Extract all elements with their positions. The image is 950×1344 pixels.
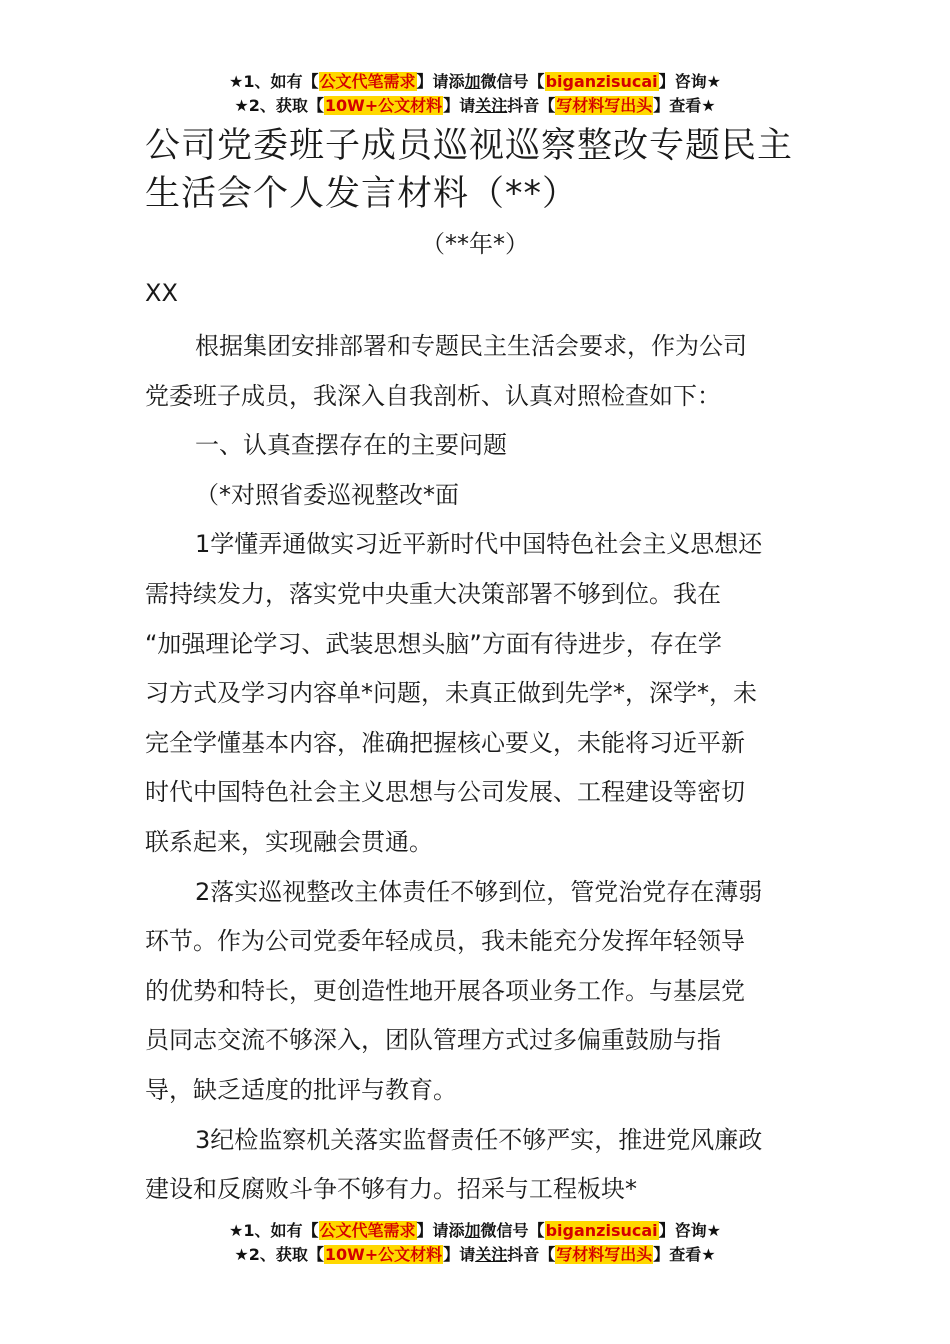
- body-line: 2落实巡视整改主体责任不够到位，管党治党存在薄弱: [195, 877, 763, 906]
- promo-banner-top: [0, 70, 950, 118]
- body-line: 导，缺乏适度的批评与教育。: [145, 1075, 457, 1104]
- body-line: 3纪检监察机关落实监督责任不够严实，推进党风廉政: [195, 1125, 763, 1154]
- highlight-text: biganzisucai: [545, 1221, 658, 1240]
- highlight-text: 写材料写出头: [556, 96, 653, 115]
- body-line: 一、认真查摆存在的主要问题: [195, 431, 507, 460]
- body-line: （*对照省委巡视整改*面: [195, 480, 459, 509]
- title-line-2: 生活会个人发言材料（**）: [145, 174, 579, 214]
- body-line: 党委班子成员，我深入自我剖析、认真对照检查如下：: [145, 381, 721, 410]
- body-line: 员同志交流不够深入，团队管理方式过多偏重鼓励与指: [145, 1026, 721, 1055]
- body-line: 1学懂弄通做实习近平新时代中国特色社会主义思想还: [195, 530, 763, 559]
- body-line: 习方式及学习内容单*问题，未真正做到先学*，深学*，未: [145, 679, 757, 708]
- body-line: 的优势和特长，更创造性地开展各项业务工作。与基层党: [145, 976, 745, 1005]
- promo-line-2: ★2、获取【10W+公文材料】请关注抖音【写材料写出头】查看★: [234, 96, 716, 115]
- highlight-text: 公文代笔需求: [319, 72, 416, 91]
- body-line: 建设和反腐败斗争不够有力。招采与工程板块*: [145, 1175, 637, 1204]
- title-line-1: 公司党委班子成员巡视巡察整改专题民主: [145, 126, 794, 166]
- promo-line-1: ★1、如有【公文代笔需求】请添加微信号【biganzisucai】咨询★: [229, 1221, 721, 1240]
- highlight-text: 10W+公文材料: [324, 96, 443, 115]
- document-body: [145, 322, 810, 1215]
- promo-line-2: ★2、获取【10W+公文材料】请关注抖音【写材料写出头】查看★: [234, 1245, 716, 1264]
- promo-banner-bottom: [0, 1219, 950, 1267]
- body-line: 联系起来，实现融会贯通。: [145, 827, 433, 856]
- body-line: 需持续发力，落实党中央重大决策部署不够到位。我在: [145, 579, 721, 608]
- promo-line-1: ★1、如有【公文代笔需求】请添加微信号【biganzisucai】咨询★: [229, 72, 721, 91]
- highlight-text: 10W+公文材料: [324, 1245, 443, 1264]
- body-line: 时代中国特色社会主义思想与公司发展、工程建设等密切: [145, 778, 745, 807]
- body-line: 完全学懂基本内容，准确把握核心要义，未能将习近平新: [145, 728, 745, 757]
- document-date: （**年*）: [421, 230, 529, 258]
- document-author: XX: [145, 279, 178, 307]
- body-line: 环节。作为公司党委年轻成员，我未能充分发挥年轻领导: [145, 927, 745, 956]
- document-title: [145, 122, 825, 218]
- highlight-text: biganzisucai: [545, 72, 658, 91]
- highlight-text: 公文代笔需求: [319, 1221, 416, 1240]
- highlight-text: 写材料写出头: [556, 1245, 653, 1264]
- body-line: 根据集团安排部署和专题民主生活会要求，作为公司: [195, 332, 747, 360]
- body-line: “加强理论学习、武装思想头脑”方面有待进步，存在学: [145, 629, 722, 658]
